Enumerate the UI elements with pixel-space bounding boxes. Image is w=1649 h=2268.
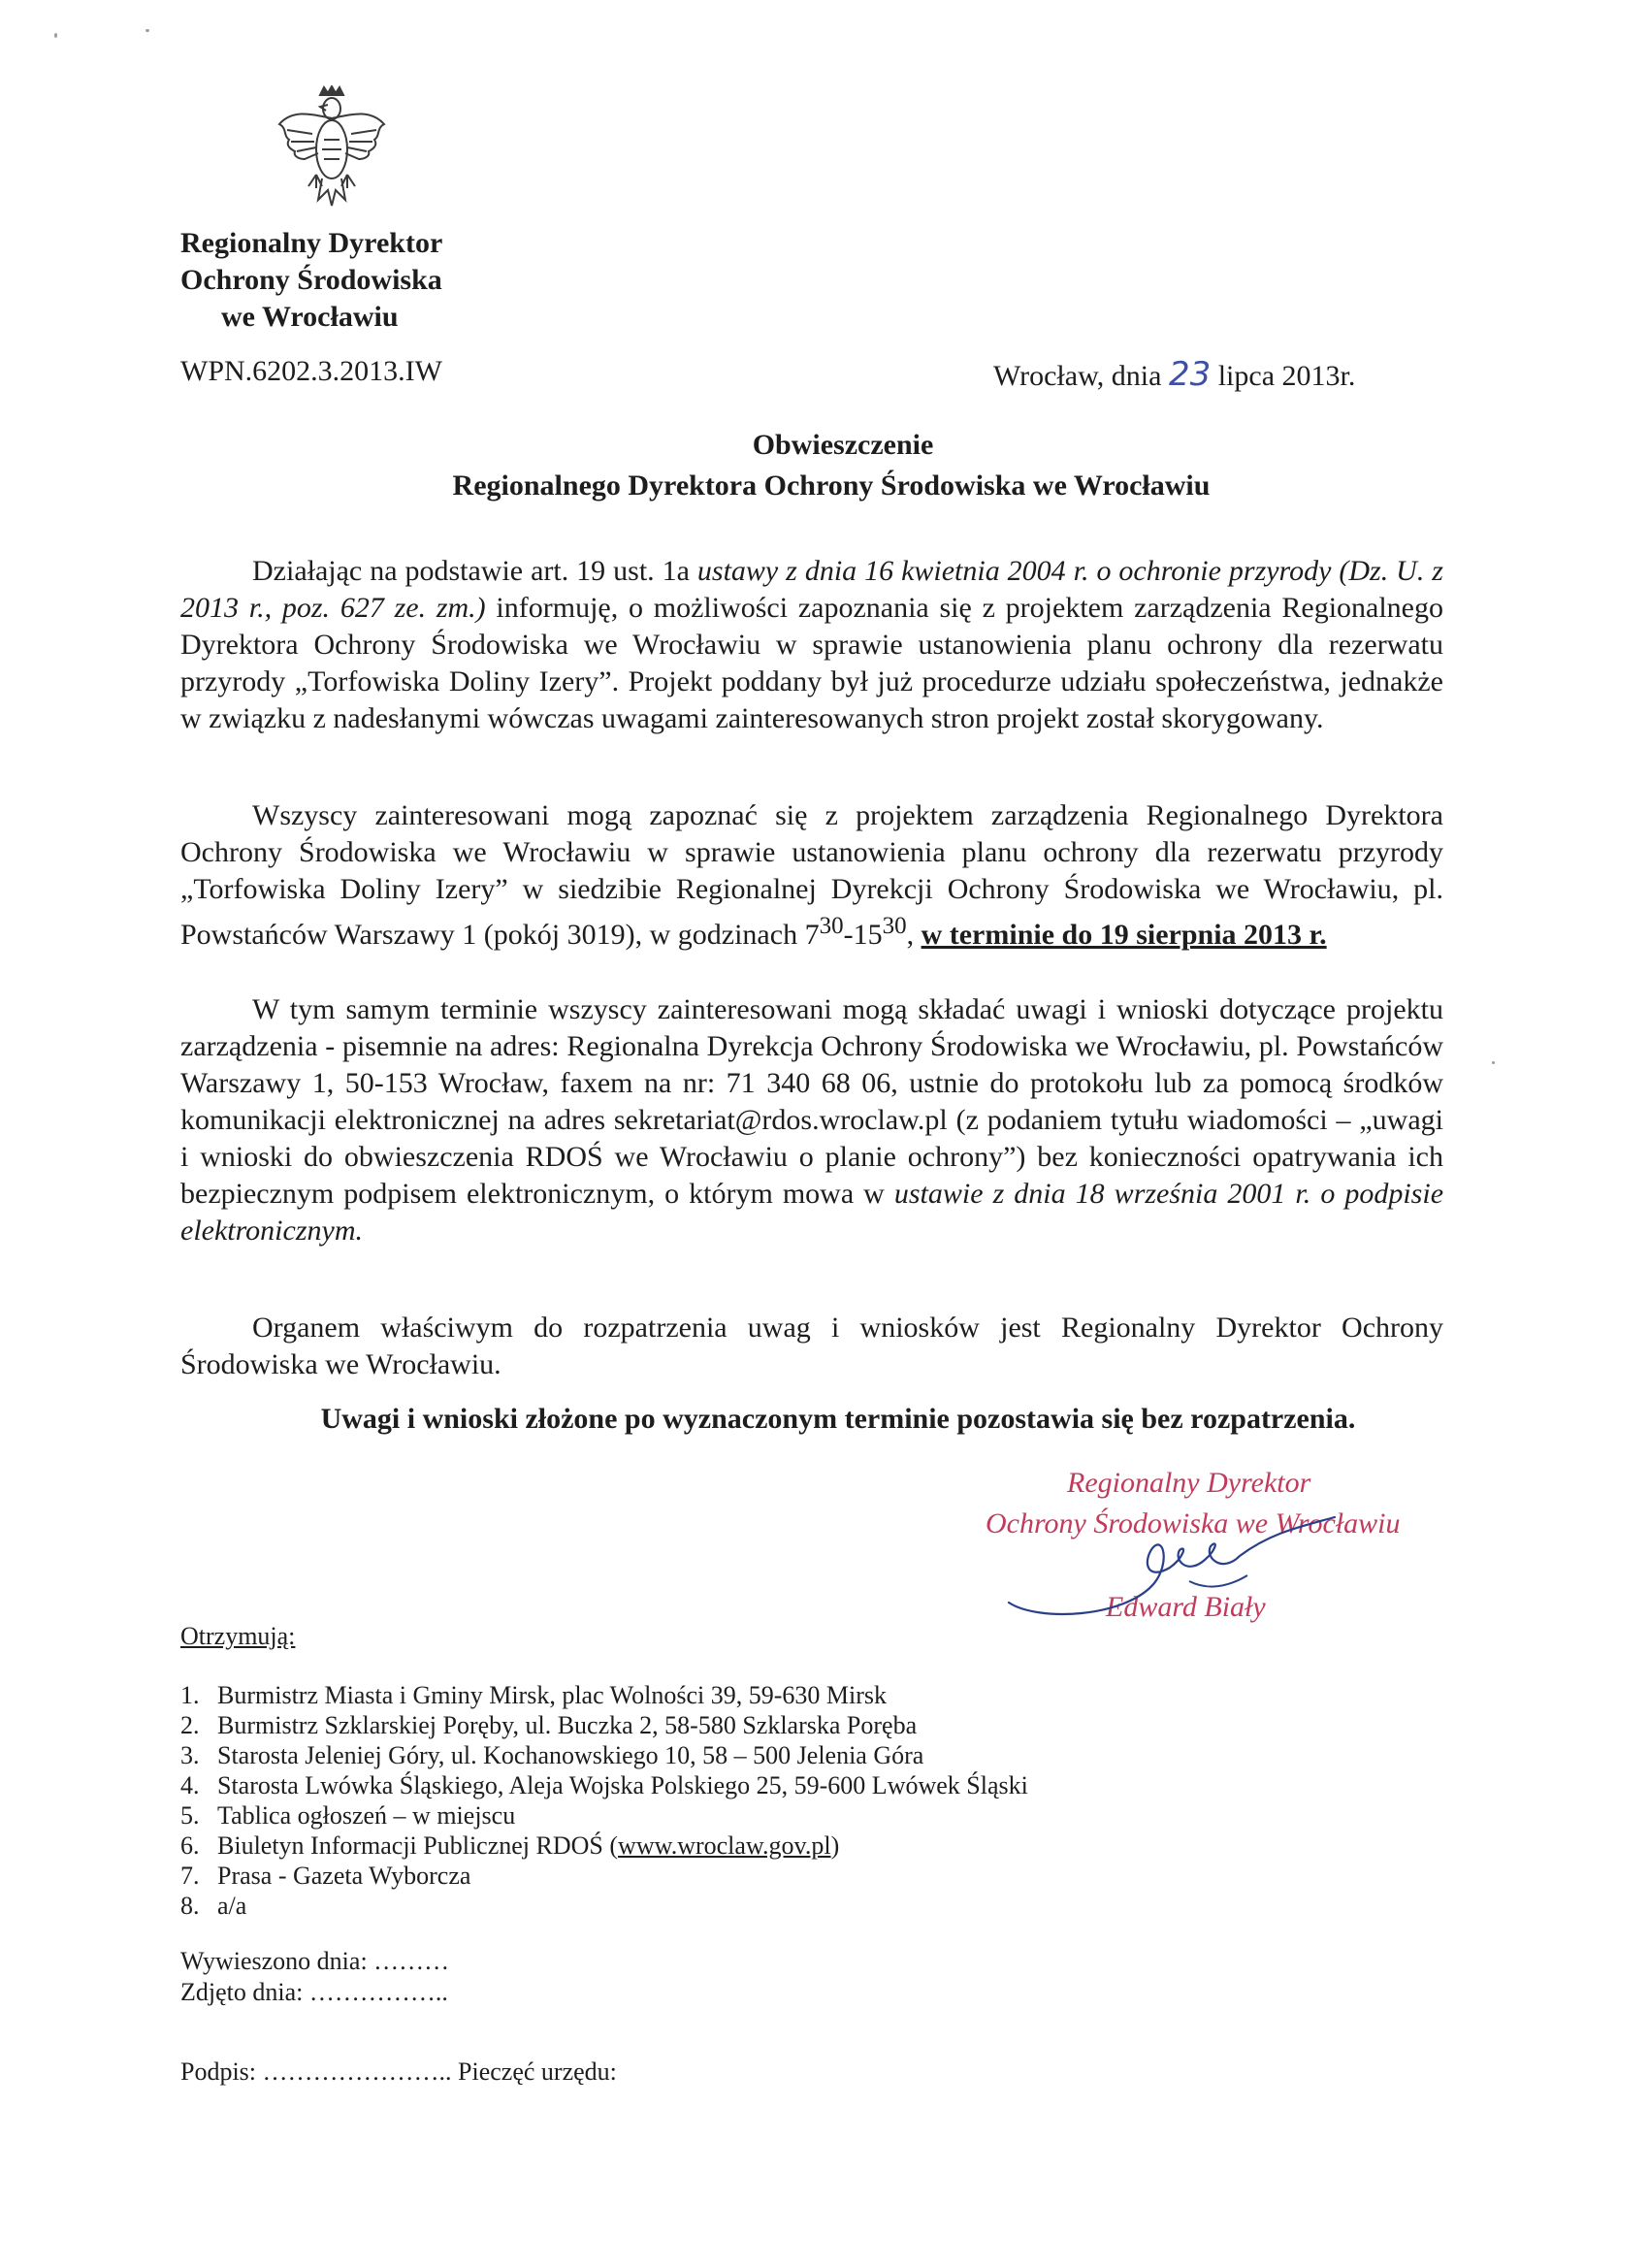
recipients-label: Otrzymują: — [180, 1622, 296, 1650]
scan-speck — [1492, 1061, 1495, 1064]
list-text: Burmistrz Miasta i Gminy Mirsk, plac Wolności 39, 59-630 Mirsk — [217, 1681, 887, 1709]
text: -15 — [843, 919, 883, 951]
removed-date-field: Zdjęto dnia: …………….. — [180, 1978, 448, 2006]
list-number: 6. — [180, 1831, 200, 1860]
list-text: Biuletyn Informacji Publicznej RDOŚ ( — [217, 1831, 619, 1860]
time-superscript: 30 — [819, 913, 844, 939]
paragraph-3 — [180, 991, 1443, 1249]
list-item — [180, 1770, 1028, 1800]
list-number: 2. — [180, 1711, 200, 1739]
polish-eagle-emblem — [274, 85, 390, 210]
stamp-line: Regionalny Dyrektor — [1067, 1467, 1311, 1499]
list-text: Burmistrz Szklarskiej Poręby, ul. Buczka 2, 58-580 Szklarska Poręba — [217, 1711, 918, 1739]
list-item — [180, 1861, 1028, 1891]
legal-citation: ustawie z dnia 18 września 2001 r. o podpisie elektronicznym. — [180, 1178, 1444, 1247]
document-date — [993, 355, 1355, 394]
list-text: a/a — [217, 1892, 247, 1920]
text: , — [906, 919, 922, 951]
warning-notice: Uwagi i wnioski złożone po wyznaczonym terminie pozostawia się bez rozpatrzenia. — [320, 1403, 1356, 1435]
date-suffix: lipca 2013r. — [1211, 360, 1356, 392]
list-number: 7. — [180, 1862, 200, 1890]
text: Działając na podstawie art. 19 ust. 1a — [252, 555, 697, 587]
list-number: 8. — [180, 1892, 200, 1920]
document-title: Obwieszczenie — [752, 429, 934, 461]
text: Wszyscy zainteresowani mogą zapoznać się z projektem zarządzenia Regionalnego Dyrektora Ochrony Środowiska we Wrocławiu w sprawie ustanowienia planu ochrony dla rezerwatu przyrody „Torfowiska Doliny Izery” w siedzibie Regionalnej Dyrekcji Ochrony Środowiska we Wrocławiu, pl. Powstańców Warszawy 1 (pokój 3019), w godzinach 7 — [180, 799, 1443, 951]
text: informuję, o możliwości zapoznania się z projektem zarządzenia Regionalnego Dyrektora Ochrony Środowiska we Wrocławiu w sprawie ustanowienia planu ochrony dla rezerwatu przyrody „Torfowiska Doliny Izery”. Projekt poddany był już procedurze udziału społeczeństwa, jednakże w związku z nadesłanymi wówczas uwagami zainteresowanych stron projekt został skorygowany. — [180, 592, 1443, 734]
time-superscript: 30 — [882, 913, 907, 939]
signature-seal-field: Podpis: ………………….. Pieczęć urzędu: — [180, 2057, 617, 2086]
reference-number: WPN.6202.3.2013.IW — [180, 355, 442, 387]
authority-line: Ochrony Środowiska — [180, 264, 442, 296]
list-item — [180, 1680, 1028, 1710]
signature-stamp — [980, 1467, 1436, 1651]
posted-date-field: Wywieszono dnia: ……… — [180, 1947, 450, 1975]
list-item — [180, 1891, 1028, 1921]
deadline: w terminie do 19 sierpnia 2013 r. — [921, 919, 1327, 951]
scan-speck — [54, 33, 57, 38]
date-day-handwritten: 23 — [1168, 355, 1212, 394]
list-item — [180, 1800, 1028, 1831]
list-text: Starosta Jeleniej Góry, ul. Kochanowskiego 10, 58 – 500 Jelenia Góra — [217, 1741, 924, 1769]
list-number: 4. — [180, 1771, 200, 1799]
handwritten-signature — [980, 1467, 1436, 1651]
recipients-list — [180, 1680, 1028, 1921]
list-text: Starosta Lwówka Śląskiego, Aleja Wojska Polskiego 25, 59-600 Lwówek Śląski — [217, 1771, 1028, 1799]
list-item — [180, 1710, 1028, 1740]
stamp-line: Ochrony Środowiska we Wrocławiu — [986, 1507, 1401, 1539]
text: Organem właściwym do rozpatrzenia uwag i wniosków jest Regionalny Dyrektor Ochrony Środowiska we Wrocławiu. — [180, 1312, 1443, 1380]
list-text: Tablica ogłoszeń – w miejscu — [217, 1801, 516, 1830]
list-number: 3. — [180, 1741, 200, 1769]
stamp-name: Edward Biały — [1106, 1591, 1266, 1623]
paragraph-4 — [180, 1310, 1443, 1383]
legal-citation: ustawy z dnia 16 kwietnia 2004 r. o ochronie przyrody (Dz. U. z 2013 r., poz. 627 ze. zm.) — [180, 555, 1443, 624]
date-prefix: Wrocław, dnia — [993, 360, 1169, 392]
issuing-authority — [180, 225, 442, 336]
scan-speck — [146, 29, 149, 32]
authority-line: Regionalny Dyrektor — [180, 227, 443, 259]
list-text: ) — [830, 1831, 840, 1860]
paragraph-2 — [180, 797, 1443, 954]
document-subtitle: Regionalnego Dyrektora Ochrony Środowiska we Wrocławiu — [452, 470, 1211, 502]
list-item — [180, 1740, 1028, 1770]
text: W tym samym terminie wszyscy zainteresowani mogą składać uwagi i wnioski dotyczące projektu zarządzenia - pisemnie na adres: Regionalna Dyrekcja Ochrony Środowiska we Wrocławiu, pl. Powstańców Warszawy 1, 50-153 Wrocław, faxem na nr: 71 340 68 06, ustnie do protokołu lub za pomocą środków komunikacji elektronicznej na adres sekretariat@rdos.wroclaw.pl (z podaniem tytułu wiadomości – „uwagi i wnioski do obwieszczenia RDOŚ we Wrocławiu o planie ochrony”) bez konieczności opatrywania ich bezpiecznym podpisem elektronicznym, o którym mowa w — [180, 993, 1443, 1210]
paragraph-1 — [180, 553, 1443, 737]
list-text: Prasa - Gazeta Wyborcza — [217, 1862, 471, 1890]
list-item — [180, 1831, 1028, 1861]
bip-website-link[interactable]: www.wroclaw.gov.pl — [618, 1831, 831, 1860]
list-number: 1. — [180, 1681, 200, 1709]
list-number: 5. — [180, 1801, 200, 1830]
authority-line: we Wrocławiu — [221, 301, 399, 333]
